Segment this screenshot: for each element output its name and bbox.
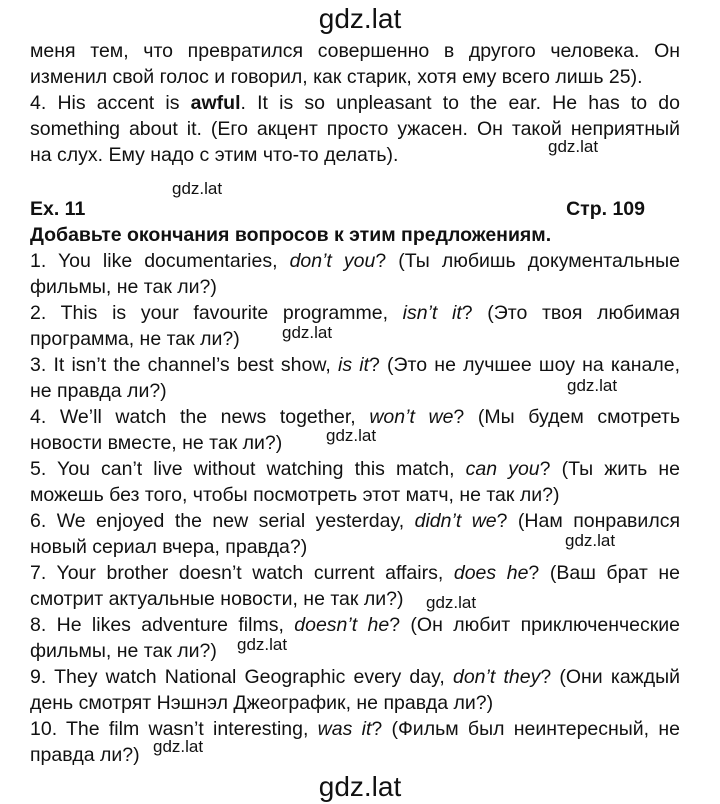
watermark: gdz.lat: [565, 531, 616, 550]
list-item-10-line-2: правда ли?): [30, 744, 140, 766]
watermark: gdz.lat: [567, 376, 618, 395]
list-item-2-line-2: программа, не так ли?): [30, 328, 240, 350]
list-item-10-line-1: 10. The film wasn’t interesting, was it? (Фильм был неинтересный, не: [30, 718, 680, 740]
page-number: Стр. 109: [566, 198, 645, 220]
intro-line-2: изменил свой голос и говорил, как старик, хотя ему всего лишь 25).: [30, 66, 643, 88]
list-item-5-line-1: 5. You can’t live without watching this match, can you? (Ты жить не: [30, 458, 680, 480]
list-item-7-line-1: 7. Your brother doesn’t watch current affairs, does he? (Ваш брат не: [30, 562, 680, 584]
list-item-6-line-1: 6. We enjoyed the new serial yesterday, didn’t we? (Нам понравился: [30, 510, 680, 532]
list-item-4-line-2: новости вместе, не так ли?): [30, 432, 283, 454]
watermark: gdz.lat: [426, 593, 477, 612]
list-item-3-line-1: 3. It isn’t the channel’s best show, is it? (Это не лучшее шоу на канале,: [30, 354, 680, 376]
watermark: gdz.lat: [326, 426, 377, 445]
exercise-header: [30, 196, 645, 222]
watermark: gdz.lat: [548, 137, 599, 156]
list-item-2-line-1: 2. This is your favourite programme, isn’t it? (Это твоя любимая: [30, 302, 680, 324]
watermark: gdz.lat: [172, 179, 223, 198]
intro-item-4-line-1: 4. His accent is awful. It is so unpleasant to the ear. He has to do: [30, 92, 680, 114]
list-item-7-line-2: смотрит актуальные новости, не так ли?): [30, 588, 404, 610]
list-item-9-line-2: день смотрят Нэшнэл Джеографик, не правда ли?): [30, 692, 494, 714]
watermark-top: gdz.lat: [318, 3, 402, 34]
watermark-bottom: gdz.lat: [318, 771, 402, 802]
list-item-4-line-1: 4. We’ll watch the news together, won’t we? (Мы будем смотреть: [30, 406, 680, 428]
intro-item-4-line-3: на слух. Ему надо с этим что-то делать).: [30, 144, 399, 166]
exercise-instruction: Добавьте окончания вопросов к этим предложениям.: [30, 224, 552, 246]
list-item-9-line-1: 9. They watch National Geographic every day, don’t they? (Они каждый: [30, 666, 680, 688]
list-item-3-line-2: не правда ли?): [30, 380, 167, 402]
exercise-number: Ex. 11: [30, 198, 86, 220]
list-item-8-line-2: фильмы, не так ли?): [30, 640, 217, 662]
watermark: gdz.lat: [282, 323, 333, 342]
intro-line-1: меня тем, что превратился совершенно в другого человека. Он: [30, 40, 680, 62]
list-item-1-line-1: 1. You like documentaries, don’t you? (Ты любишь документальные: [30, 250, 680, 272]
intro-item-4-line-2: something about it. (Его акцент просто ужасен. Он такой неприятный: [30, 118, 680, 140]
list-item-1-line-2: фильмы, не так ли?): [30, 276, 217, 298]
watermark: gdz.lat: [153, 737, 204, 756]
list-item-8-line-1: 8. He likes adventure films, doesn’t he? (Он любит приключенческие: [30, 614, 680, 636]
list-item-5-line-2: можешь без того, чтобы посмотреть этот матч, не так ли?): [30, 484, 560, 506]
watermark: gdz.lat: [237, 635, 288, 654]
list-item-6-line-2: новый сериал вчера, правда?): [30, 536, 308, 558]
